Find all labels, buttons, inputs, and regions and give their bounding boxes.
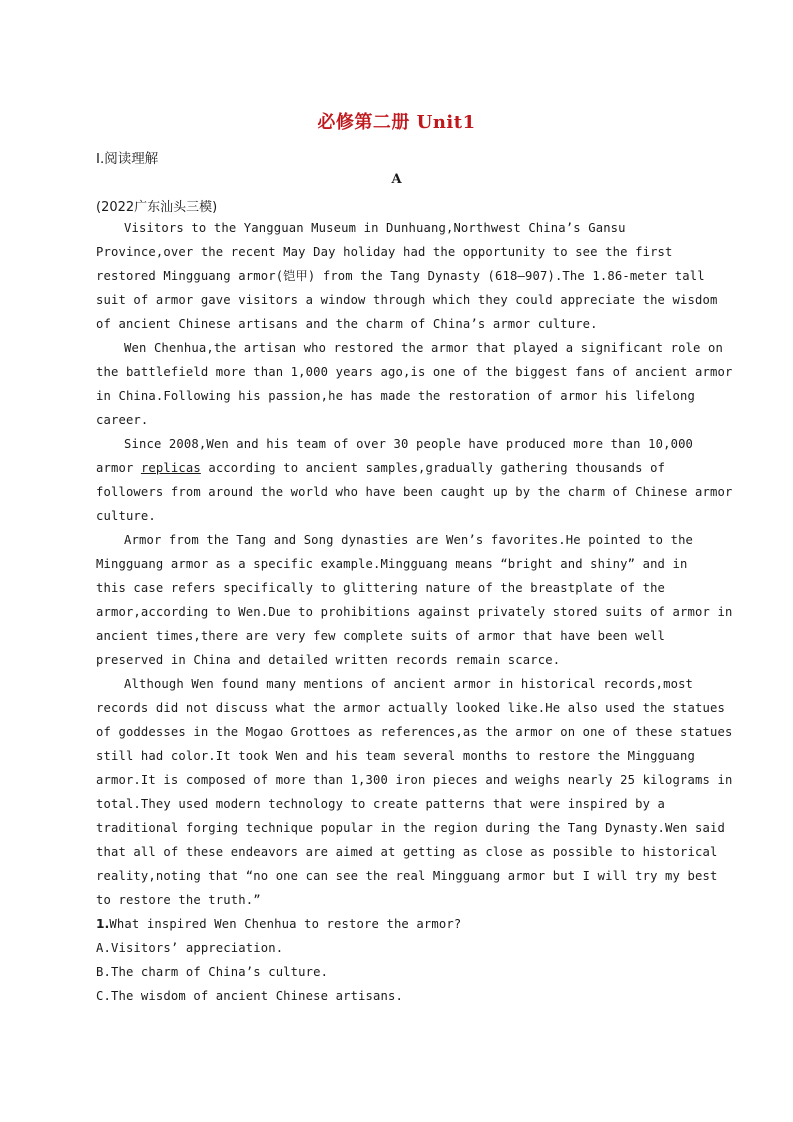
- text-line: armor.It is composed of more than 1,300 iron pieces and weighs nearly 25 kilograms in: [96, 773, 733, 787]
- text-line: the battlefield more than 1,000 years ago,is one of the biggest fans of ancient armor: [96, 365, 733, 379]
- text-line: Wen Chenhua,the artisan who restored the armor that played a significant role on: [124, 341, 723, 355]
- text-line: preserved in China and detailed written records remain scarce.: [96, 653, 561, 667]
- text-segment: armor: [96, 461, 141, 475]
- text-line: still had color.It took Wen and his team several months to restore the Mingguang: [96, 749, 695, 763]
- option-b: B.The charm of China’s culture.: [96, 965, 329, 979]
- text-line: [96, 456, 696, 480]
- text-line: followers from around the world who have been caught up by the charm of Chinese armor: [96, 485, 733, 499]
- text-line: Although Wen found many mentions of ancient armor in historical records,most: [124, 677, 694, 691]
- text-line: culture.: [96, 509, 156, 523]
- text-line: career.: [96, 413, 149, 427]
- option-c: C.The wisdom of ancient Chinese artisans.: [96, 989, 403, 1003]
- text-line: armor,according to Wen.Due to prohibitions against privately stored suits of armor in: [96, 605, 733, 619]
- text-line: suit of armor gave visitors a window through which they could appreciate the wisdom: [96, 293, 718, 307]
- text-line: Visitors to the Yangguan Museum in Dunhuang,Northwest China’s Gansu: [124, 221, 626, 235]
- text-line: this case refers specifically to glittering nature of the breastplate of the: [96, 581, 666, 595]
- text-segment: according to ancient samples,gradually gathering thousands of: [200, 461, 666, 475]
- text-line: that all of these endeavors are aimed at getting as close as possible to historical: [96, 845, 718, 859]
- text-line: records did not discuss what the armor actually looked like.He also used the statues: [96, 701, 725, 715]
- question-stem: [96, 912, 696, 936]
- text-line: of goddesses in the Mogao Grottoes as references,as the armor on one of these statues: [96, 725, 733, 739]
- text-line: Since 2008,Wen and his team of over 30 people have produced more than 10,000: [124, 437, 694, 451]
- text-line: total.They used modern technology to create patterns that were inspired by a: [96, 797, 666, 811]
- text-line: traditional forging technique popular in the region during the Tang Dynasty.Wen said: [96, 821, 725, 835]
- passage-label: A: [391, 172, 402, 187]
- option-a: A.Visitors’ appreciation.: [96, 941, 284, 955]
- question-text: What inspired Wen Chenhua to restore the armor?: [109, 917, 462, 931]
- text-line: to restore the truth.”: [96, 893, 261, 907]
- text-line: in China.Following his passion,he has made the restoration of armor his lifelong: [96, 389, 695, 403]
- question-number: 1.: [96, 917, 110, 931]
- text-line: ancient times,there are very few complete suits of armor that have been well: [96, 629, 666, 643]
- passage-body: [96, 216, 733, 1008]
- text-line: Armor from the Tang and Song dynasties are Wen’s favorites.He pointed to the: [124, 533, 694, 547]
- underlined-word-replicas: replicas: [140, 461, 201, 475]
- text-line: restored Mingguang armor(铠甲) from the Tang Dynasty (618—907).The 1.86-meter tall: [96, 269, 705, 283]
- text-line: Province,over the recent May Day holiday had the opportunity to see the first: [96, 245, 673, 259]
- page-title: 必修第二册 Unit1: [317, 112, 476, 133]
- source-note: (2022广东汕头三模): [96, 200, 218, 215]
- text-line: reality,noting that “no one can see the real Mingguang armor but I will try my best: [96, 869, 718, 883]
- text-line: Mingguang armor as a specific example.Mingguang means “bright and shiny” and in: [96, 557, 688, 571]
- section-heading: Ⅰ.阅读理解: [96, 151, 159, 167]
- text-line: of ancient Chinese artisans and the charm of China’s armor culture.: [96, 317, 598, 331]
